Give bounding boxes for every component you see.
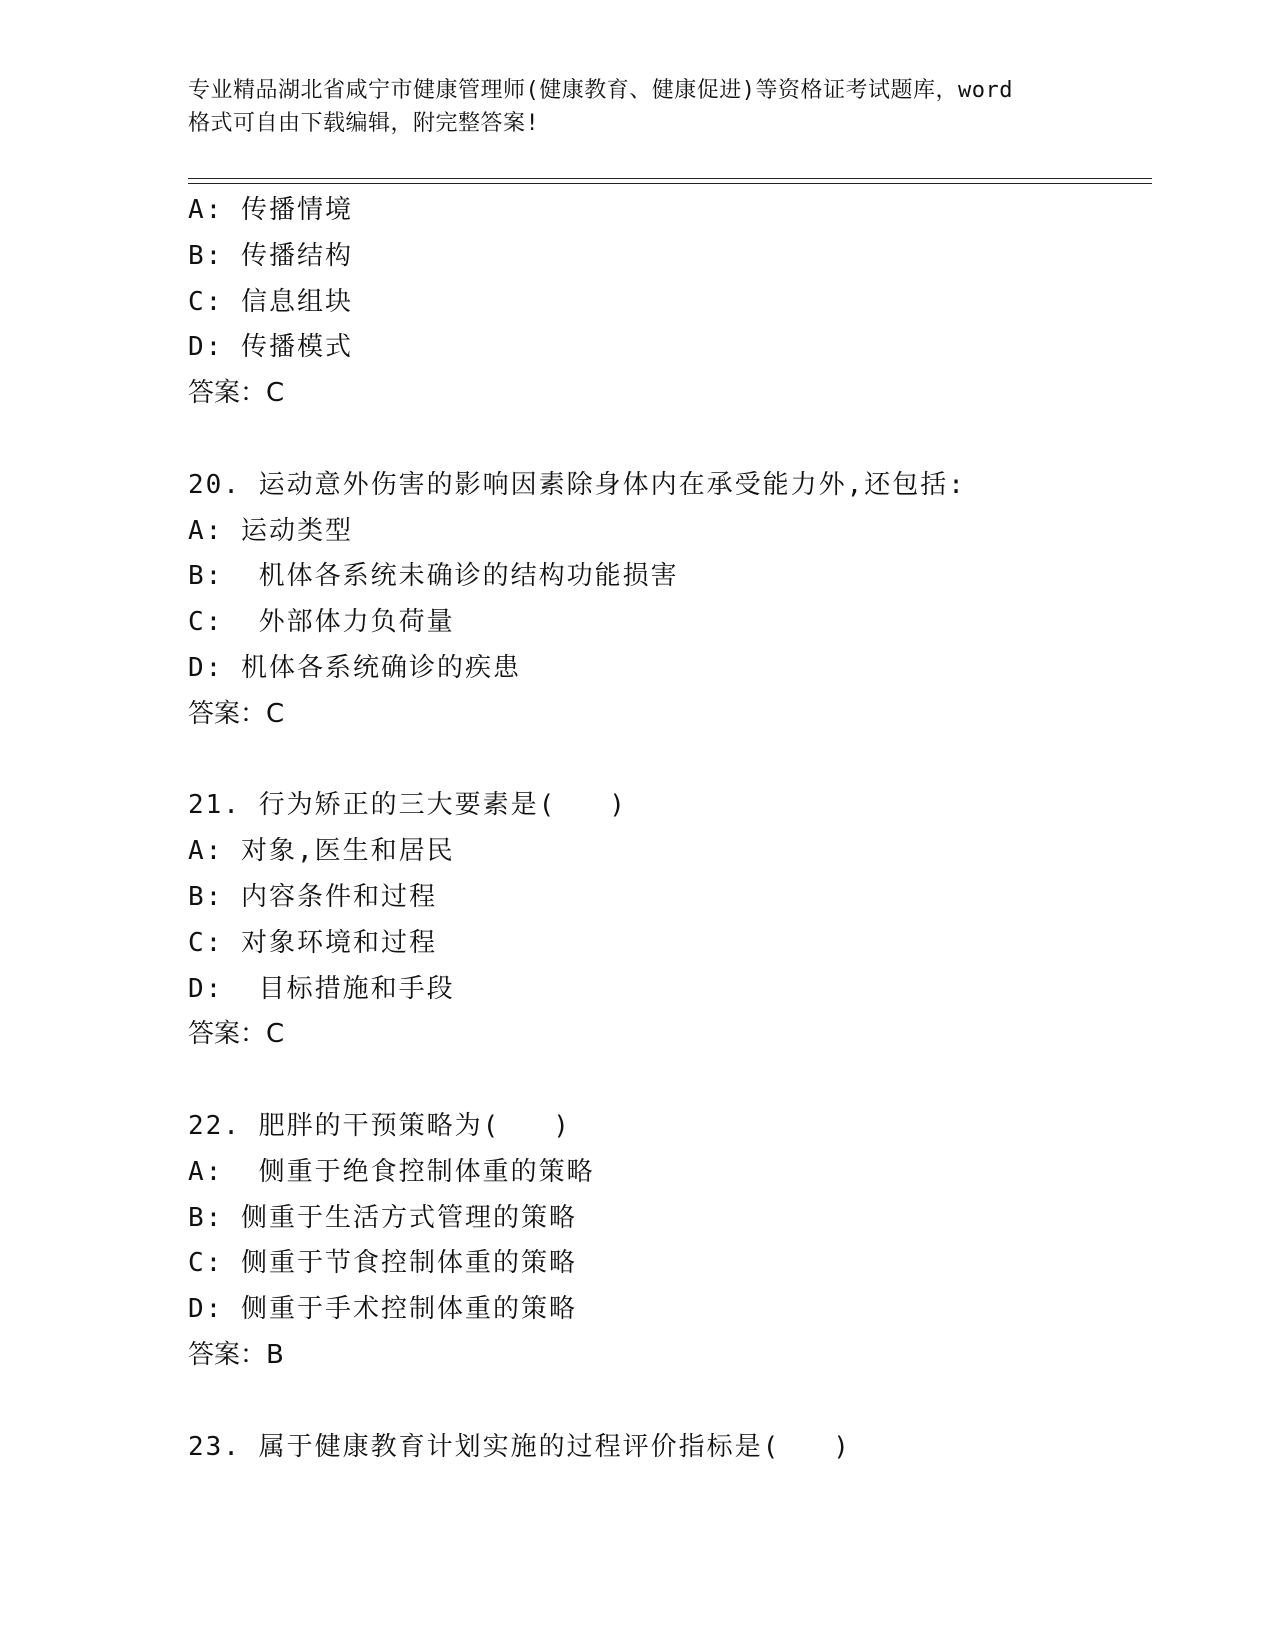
question-block-22 (188, 1104, 1152, 1379)
header-line-1: 专业精品湖北省咸宁市健康管理师(健康教育、健康促进)等资格证考试题库，word (188, 78, 1013, 103)
question-text: 20. 运动意外伤害的影响因素除身体内在承受能力外,还包括: (188, 469, 966, 500)
option-a: A: 运动类型 (188, 515, 353, 546)
question-block-21 (188, 783, 1152, 1058)
option-c: C: 外部体力负荷量 (188, 607, 455, 638)
spacer (188, 738, 1152, 784)
header-line-2: 格式可自由下载编辑，附完整答案! (188, 111, 540, 136)
option-c: C: 信息组块 (188, 286, 353, 317)
option-b: B: 内容条件和过程 (188, 881, 437, 912)
question-list (188, 188, 1152, 1470)
question-text: 22. 肥胖的干预策略为( ) (188, 1110, 571, 1141)
option-a: A: 侧重于绝食控制体重的策略 (188, 1156, 595, 1187)
option-d: D: 传播模式 (188, 332, 353, 363)
option-b: B: 传播结构 (188, 240, 353, 271)
question-block-19 (188, 188, 1152, 417)
spacer (188, 417, 1152, 463)
option-d: D: 目标措施和手段 (188, 973, 455, 1004)
answer-line: 答案：C (188, 378, 285, 409)
spacer (188, 1058, 1152, 1104)
option-a: A: 对象,医生和居民 (188, 836, 455, 867)
option-a: A: 传播情境 (188, 195, 353, 225)
option-c: C: 侧重于节食控制体重的策略 (188, 1248, 577, 1279)
question-text: 23. 属于健康教育计划实施的过程评价指标是( ) (188, 1431, 851, 1462)
answer-line: 答案：C (188, 1019, 285, 1050)
option-d: D: 侧重于手术控制体重的策略 (188, 1294, 577, 1325)
question-text: 21. 行为矫正的三大要素是( ) (188, 790, 627, 821)
header-divider-top (188, 178, 1152, 179)
answer-line: 答案：C (188, 698, 285, 729)
question-block-23 (188, 1425, 1152, 1471)
option-d: D: 机体各系统确诊的疾患 (188, 652, 521, 683)
option-c: C: 对象环境和过程 (188, 927, 437, 958)
header-divider-bottom (188, 183, 1152, 184)
answer-line: 答案：B (188, 1339, 284, 1370)
document-header (188, 74, 1088, 140)
option-b: B: 侧重于生活方式管理的策略 (188, 1202, 577, 1233)
spacer (188, 1379, 1152, 1425)
question-block-20 (188, 463, 1152, 738)
option-b: B: 机体各系统未确诊的结构功能损害 (188, 561, 679, 592)
